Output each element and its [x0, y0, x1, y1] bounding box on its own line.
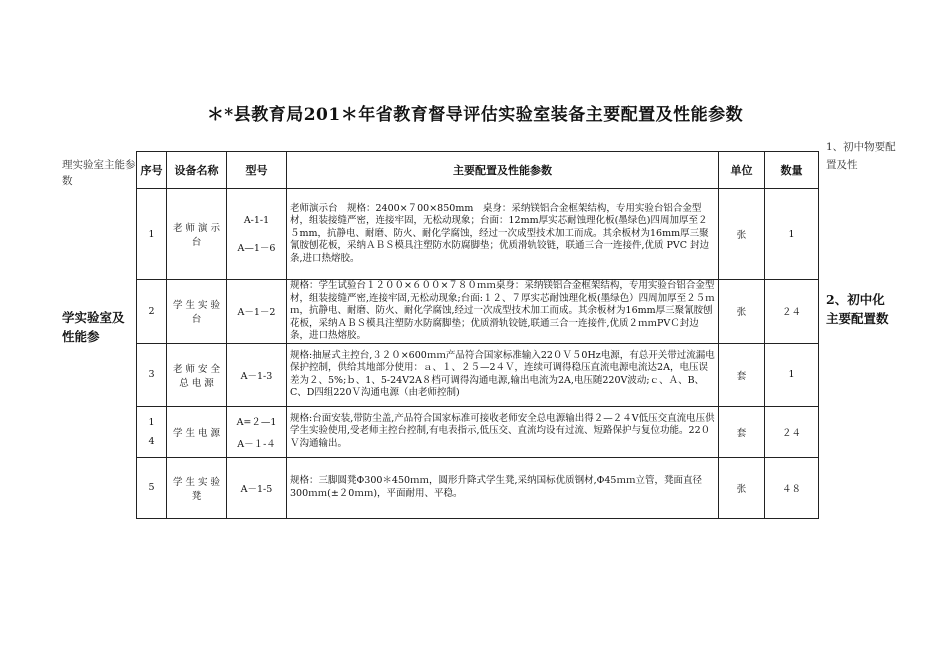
row-spec: 规格:台面安装,带防尘盖,产品符合国家标准可接收老师安全总电源输出得２—２４V低压交直流电压供学生实验使用,受老师主控台控制,有电表指示,低压交、直流均设有过流、短路保护与复位功能。22０Ｖ沟通输出。	[287, 406, 719, 457]
row-spec: 老师演示台 规格：2400×７00×850mm 桌身：采纳镁铝合金框架结构，专用实验台铝合金型材，组装接缝严密，连接牢固，无松动现象；台面：12mm厚实芯耐蚀理化板(墨绿色)四周加厚至２５mm，抗静电、耐磨、防火、耐化学腐蚀，经过一次成型技术加工而成。其余板材为16mm厚三聚氰胺刨花板，采纳ＡＢＳ模具注塑防水防腐脚垫；优质滑轨铰链，联通三合一连接件,优质 PVC 封边条,进口热熔胶。	[287, 189, 719, 280]
row-model: A－１-４	[237, 438, 276, 450]
right-margin-caption: 1、初中物要配置及性	[826, 141, 896, 171]
row-spec: 规格：三脚圆凳Φ300＊450ｍｍ，圆形升降式学生凳,采纳国标优质钢材,Φ45ｍｍ立管，凳面直径300ｍｍ(±２0ｍｍ)，平面耐用、平稳。	[287, 457, 719, 518]
row-seq-top: 1	[148, 416, 155, 428]
table-row	[137, 457, 819, 518]
row-seq: 2	[137, 280, 167, 344]
table-row	[137, 343, 819, 406]
row-qty: 1	[765, 189, 819, 280]
row-spec: 规格：学生试验台１２００×６００×７８０ｍｍ桌身：采纳镁铝合金框架结构，专用实验台铝合金型材，组装接缝严密,连接牢固,无松动现象;台面:１２、７厚实芯耐蚀理化板(墨绿色）四周加厚至２５ｍｍ，抗静电、耐磨、防火、耐化学腐蚀,经过一次成型技术加工而成。其余板材为16mm厚三聚氰胺刨花板，采纳ＡＢＳ模具注塑防水防腐脚垫；优质滑轨铰链,联通三合一连接件,优质２ｍｍPVＣ封边条，进口热熔胶。	[287, 280, 719, 344]
document-title: ＊*县教育局201＊年省教育督导评估实验室装备主要配置及性能参数	[206, 105, 744, 125]
row-unit: 套	[719, 406, 765, 457]
row-qty: ２４	[765, 406, 819, 457]
header-unit: 单位	[719, 152, 765, 189]
row-model: A—1－6	[237, 242, 276, 254]
right-margin-heading: 2、初中化主要配置数	[826, 292, 889, 326]
table-row	[137, 406, 819, 457]
table-row	[137, 280, 819, 344]
row-qty: ２４	[765, 280, 819, 344]
header-model: 型号	[227, 152, 287, 189]
header-name: 设备名称	[167, 152, 227, 189]
header-seq: 序号	[137, 152, 167, 189]
row-name: 学 生 电 源	[167, 406, 227, 457]
left-margin-caption: 理实验室主能参数	[62, 159, 136, 187]
row-unit: 张	[719, 457, 765, 518]
row-spec: 规格:抽屉式主控台,３２０×600ｍｍ产品符合国家标准输入22０Ｖ５0Hz电源，有总开关带过流漏电保护控制，供给其地部分使用：ａ、１、２５—2４Ｖ，连续可调得稳压直流电源电流达2A，电压误差为２、5%;ｂ、1、5-24V2A８档可调得沟通电源,输出电流为2A,电压随220V波动;ｃ、Ａ、B、C、D四组220Ｖ沟通电源（由老师控制)	[287, 343, 719, 406]
row-name: 学 生 实 验凳	[167, 457, 227, 518]
row-name: 老 师 演 示台	[167, 189, 227, 280]
row-seq: 1	[137, 189, 167, 280]
row-seq: 3	[137, 343, 167, 406]
row-unit: 张	[719, 280, 765, 344]
row-model-cell	[227, 406, 287, 457]
row-name: 老 师 安 全 总 电 源	[167, 343, 227, 406]
row-unit: 张	[719, 189, 765, 280]
table-header-row	[137, 152, 819, 189]
row-model-cell	[227, 189, 287, 280]
row-qty: ４８	[765, 457, 819, 518]
row-model-top: A=２—1	[236, 416, 277, 428]
row-qty: 1	[765, 343, 819, 406]
row-model-top: A-1-1	[243, 214, 270, 226]
row-unit: 套	[719, 343, 765, 406]
row-model: A－1-5	[227, 457, 287, 518]
header-qty: 数量	[765, 152, 819, 189]
table-row	[137, 189, 819, 280]
equipment-table	[136, 151, 819, 519]
row-name: 学 生 实 验台	[167, 280, 227, 344]
row-model: A－1－2	[227, 280, 287, 344]
row-seq: 4	[148, 435, 155, 447]
row-seq-cell	[137, 406, 167, 457]
left-margin-heading: 学实验室及性能参	[62, 310, 125, 344]
row-model: A－1-3	[227, 343, 287, 406]
header-spec: 主要配置及性能参数	[287, 152, 719, 189]
row-seq: 5	[137, 457, 167, 518]
